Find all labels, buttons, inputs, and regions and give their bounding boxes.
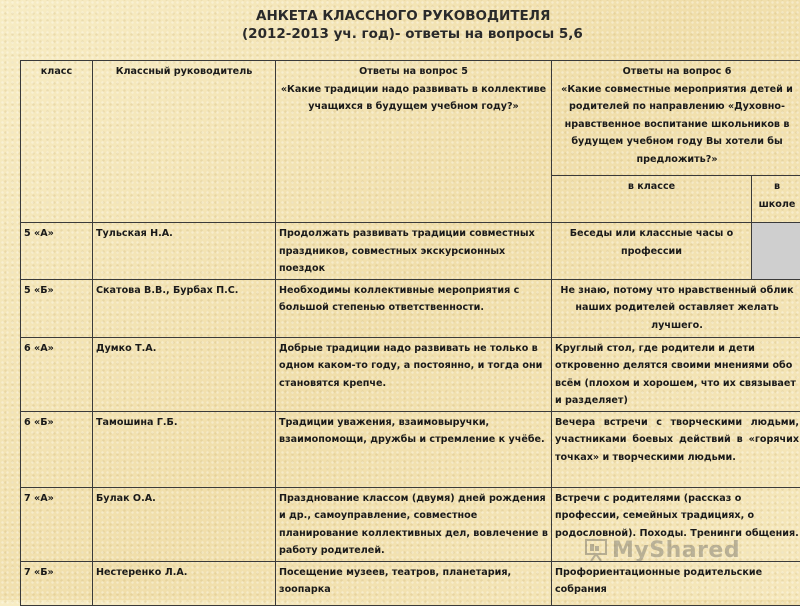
cell-class: 7 «Б» <box>21 561 93 605</box>
cell-teacher: Думко Т.А. <box>93 337 276 411</box>
table-row <box>21 561 800 605</box>
cell-q6-merged: Профориентационные родительские собрания <box>552 561 800 605</box>
header-teacher-label: Классный руководитель <box>116 66 253 77</box>
cell-teacher: Тульская Н.А. <box>93 223 276 280</box>
header-class-label: класс <box>41 66 72 77</box>
cell-q6-merged: Вечера встречи с творческими людьми, участниками боевых действий в «горячих точках» и творческими людьми. <box>552 411 800 487</box>
cell-q5: Необходимы коллективные мероприятия с большой степенью ответственности. <box>276 279 552 337</box>
cell-q5: Продолжать развивать традиции совместных праздников, совместных экскурсионных поездок <box>276 223 552 280</box>
header-teacher <box>93 61 276 223</box>
survey-table <box>20 60 800 606</box>
cell-q5: Празднование классом (двумя) дней рождения и др., самоуправление, совместное планирование коллективных дел, вовлечение в работу родителей. <box>276 487 552 561</box>
table-row <box>21 279 800 337</box>
cell-teacher: Скатова В.В., Бурбах П.С. <box>93 279 276 337</box>
table-row <box>21 223 800 280</box>
header-q6 <box>552 61 800 176</box>
cell-q5: Добрые традиции надо развивать не только в одном каком-то году, а постоянно, и тогда они становятся крепче. <box>276 337 552 411</box>
header-q6-title: Ответы на вопрос 6 <box>555 63 799 81</box>
cell-q6-merged: Круглый стол, где родители и дети откровенно делятся своими мнениями обо всём (плохом и хорошем, что их связывает и разделяет) <box>552 337 800 411</box>
table-row <box>21 411 800 487</box>
cell-class: 6 «Б» <box>21 411 93 487</box>
cell-class: 5 «А» <box>21 223 93 280</box>
cell-q5: Традиции уважения, взаимовыручки, взаимопомощи, дружбы и стремление к учёбе. <box>276 411 552 487</box>
cell-q6-merged: Не знаю, потому что нравственный облик наших родителей оставляет желать лучшего. <box>552 279 800 337</box>
header-q5-title: Ответы на вопрос 5 <box>279 63 548 81</box>
cell-teacher: Тамошина Г.Б. <box>93 411 276 487</box>
cell-q6-merged: Встречи с родителями (рассказ о профессии, семейных традициях, о родословной). Походы. Тренинги общения. <box>552 487 800 561</box>
cell-q6-in-school <box>752 223 800 280</box>
cell-teacher: Нестеренко Л.А. <box>93 561 276 605</box>
header-q5 <box>276 61 552 223</box>
watermark: MyShared <box>612 538 740 563</box>
header-q6-question: «Какие совместные мероприятия детей и родителей по направлению «Духовно-нравственное воспитание школьников в будущем учебном году Вы хотели бы предложить?» <box>555 81 799 169</box>
cell-q5: Посещение музеев, театров, планетария, зоопарка <box>276 561 552 605</box>
header-class <box>21 61 93 223</box>
presentation-board-icon <box>585 538 607 562</box>
header-q6-in-school <box>752 176 800 223</box>
cell-q6-in-class: Беседы или классные часы о профессии <box>552 223 752 280</box>
page-subtitle: (2012-2013 уч. год)- ответы на вопросы 5,6 <box>242 26 583 42</box>
header-q6-in-school-label: в школе <box>759 181 796 210</box>
header-q5-question: «Какие традиции надо развивать в коллективе учащихся в будущем учебном году?» <box>279 81 548 116</box>
cell-class: 7 «А» <box>21 487 93 561</box>
table-row <box>21 337 800 411</box>
table-header-row <box>21 61 800 176</box>
cell-class: 6 «А» <box>21 337 93 411</box>
header-q6-in-class-label: в классе <box>628 181 675 192</box>
header-q6-in-class <box>552 176 752 223</box>
page-title: АНКЕТА КЛАССНОГО РУКОВОДИТЕЛЯ <box>256 8 550 24</box>
cell-teacher: Булак О.А. <box>93 487 276 561</box>
cell-class: 5 «Б» <box>21 279 93 337</box>
